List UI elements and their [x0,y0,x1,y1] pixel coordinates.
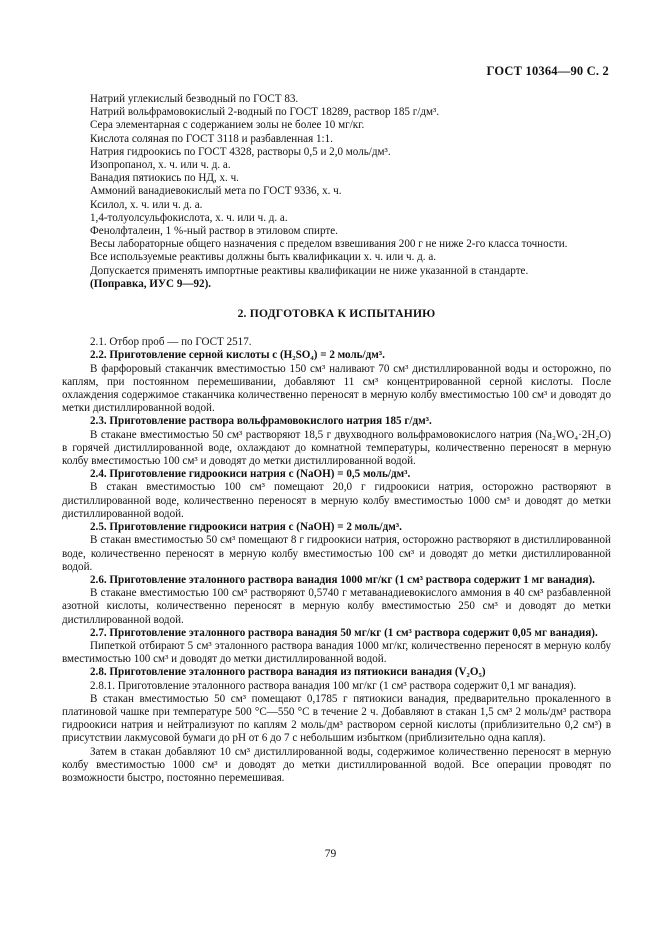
body-text [62,93,611,785]
clause-2-4-title: 2.4. Приготовление гидроокиси натрия c (NaOH) = 0,5 моль/дм³. [90,468,411,481]
qualification-note: Все используемые реактивы должны быть квалификации х. ч. или ч. д. а. [90,251,437,264]
clause-2-5-title: 2.5. Приготовление гидроокиси натрия c (NaOH) = 2 моль/дм³. [90,521,402,534]
reagent-item: Натрия гидроокись по ГОСТ 4328, растворы 0,5 и 2,0 моль/дм³. [90,145,391,158]
clause-2-4-text: В стакан вместимостью 100 см³ помещают 20,0 г гидроокиси натрия, осторожно растворяют в дистиллированной воде, количественно переносят в мерную колбу вместимостью 1000 см³ и доводят до метки дистиллированной водой. [62,481,611,520]
import-note: Допускается применять импортные реактивы квалификации не ниже указанной в стандарте. [90,264,529,277]
clause-2-7-title: 2.7. Приготовление эталонного раствора ванадия 50 мг/кг (1 см³ раствора содержит 0,05 мг ванадия). [90,626,598,639]
reagent-item: Кислота соляная по ГОСТ 3118 и разбавленная 1:1. [90,132,333,145]
clause-2-8-1-paragraph: В стакан вместимостью 50 см³ помещают 0,1785 г пятиокиси ванадия, предварительно прокаленного в платиновой чашке при температуре 500 °С—550 °С в течение 2 ч. Добавляют в стакан 1,5 см³ 2 моль/дм³ раствора гидроокиси натрия и нейтрализуют по каплям 2 моль/дм³ раствором серной кислоты (приблизительно 0,2 см³) в присутствии лакмусовой бумаги до рН от 6 до 7 с небольшим избытком (приблизительно одна капля). [62,692,611,745]
page-number: 79 [324,848,337,860]
amendment-note: (Поправка, ИУС 9—92). [90,277,212,290]
clause-2-6-text: В стакане вместимостью 100 см³ растворяют 0,5740 г метаванадиевокислого аммония в 40 см³ разбавленной азотной кислоты, количественно переносят в мерную колбу вместимостью 250 см³ и доводят до метки дистиллированной водой. [62,587,611,626]
reagent-item: Ксилол, х. ч. или ч. д. а. [90,198,203,211]
clause-2-8-title: 2.8. Приготовление эталонного раствора ванадия из пятиокиси ванадия (V₂O₅) [90,666,486,679]
clause-2-6-title: 2.6. Приготовление эталонного раствора ванадия 1000 мг/кг (1 см³ раствора содержит 1 мг ванадия). [90,573,595,586]
reagent-item: Изопропанол, х. ч. или ч. д. а. [90,159,231,172]
clause-2-8-1-text: 2.8.1. Приготовление эталонного раствора ванадия 100 мг/кг (1 см³ раствора содержит 0,1 мг ванадия). [90,679,577,692]
reagent-item: Натрий углекислый безводный по ГОСТ 83. [90,93,299,105]
clause-2-7-text: Пипеткой отбирают 5 см³ эталонного раствора ванадия 1000 мг/кг, количественно переносят в мерную колбу вместимостью 100 см³ и доводят до метки дистиллированной водой. [62,639,611,666]
clause-2-5-text: В стакан вместимостью 50 см³ помещают 8 г гидроокиси натрия, осторожно растворяют в дистиллированной воде, количественно переносят в мерную колбу вместимостью 100 см³ и доводят до метки дистиллированной водой. [62,534,611,573]
reagent-item: Аммоний ванадиевокислый мета по ГОСТ 9336, х. ч. [90,185,342,198]
clause-2-3-text: В стакане вместимостью 50 см³ растворяют 18,5 г двухводного вольфрамовокислого натрия (Na₂WO₄·2H₂O) в горячей дистиллированной воде, охлаждают до комнатной температуры, количественно переносят в мерную колбу вместимостью 100 см³ и доводят до метки дистиллированной водой. [62,428,611,468]
clause-2-2-text: В фарфоровый стаканчик вместимостью 150 см³ наливают 70 см³ дистиллированной воды и осторожно, по каплям, при постоянном перемешивании, добавляют 11 см³ концентрированной серной кислоты. После охлаждения содержимое стаканчика количественно переносят в мерную колбу вместимостью 100 см³ и доводят до метки дистиллированной водой. [62,362,611,415]
section-title: 2. ПОДГОТОВКА К ИСПЫТАНИЮ [237,307,436,321]
clause-2-2-title: 2.2. Приготовление серной кислоты c (H₂SO₄) = 2 моль/дм³. [90,349,385,362]
reagent-item: Сера элементарная с содержанием золы не более 10 мг/кг. [90,119,365,132]
reagent-item: 1,4-толуолсульфокислота, х. ч. или ч. д. а. [90,211,288,224]
clause-2-8-1-paragraph: Затем в стакан добавляют 10 см³ дистиллированной воды, содержимое количественно переносят в мерную колбу вместимостью 1000 см³ и доводят до метки дистиллированной водой. Все операции проводят по возможности быстро, постоянно перемешивая. [62,745,611,784]
reagent-item: Фенолфталеин, 1 %-ный раствор в этиловом спирте. [90,225,338,238]
reagent-item: Ванадия пятиокись по НД, х. ч. [90,172,239,185]
running-header: ГОСТ 10364—90 С. 2 [486,64,609,78]
reagents-list [62,93,611,238]
scales-paragraph: Весы лабораторные общего назначения с пределом взвешивания 200 г не ниже 2-го класса точности. [90,238,568,251]
reagent-item: Натрий вольфрамовокислый 2-водный по ГОСТ 18289, раствор 185 г/дм³. [90,106,440,119]
clause-2-1: 2.1. Отбор проб — по ГОСТ 2517. [90,336,252,349]
clause-2-3-title: 2.3. Приготовление раствора вольфрамовокислого натрия 185 г/дм³. [90,415,432,428]
